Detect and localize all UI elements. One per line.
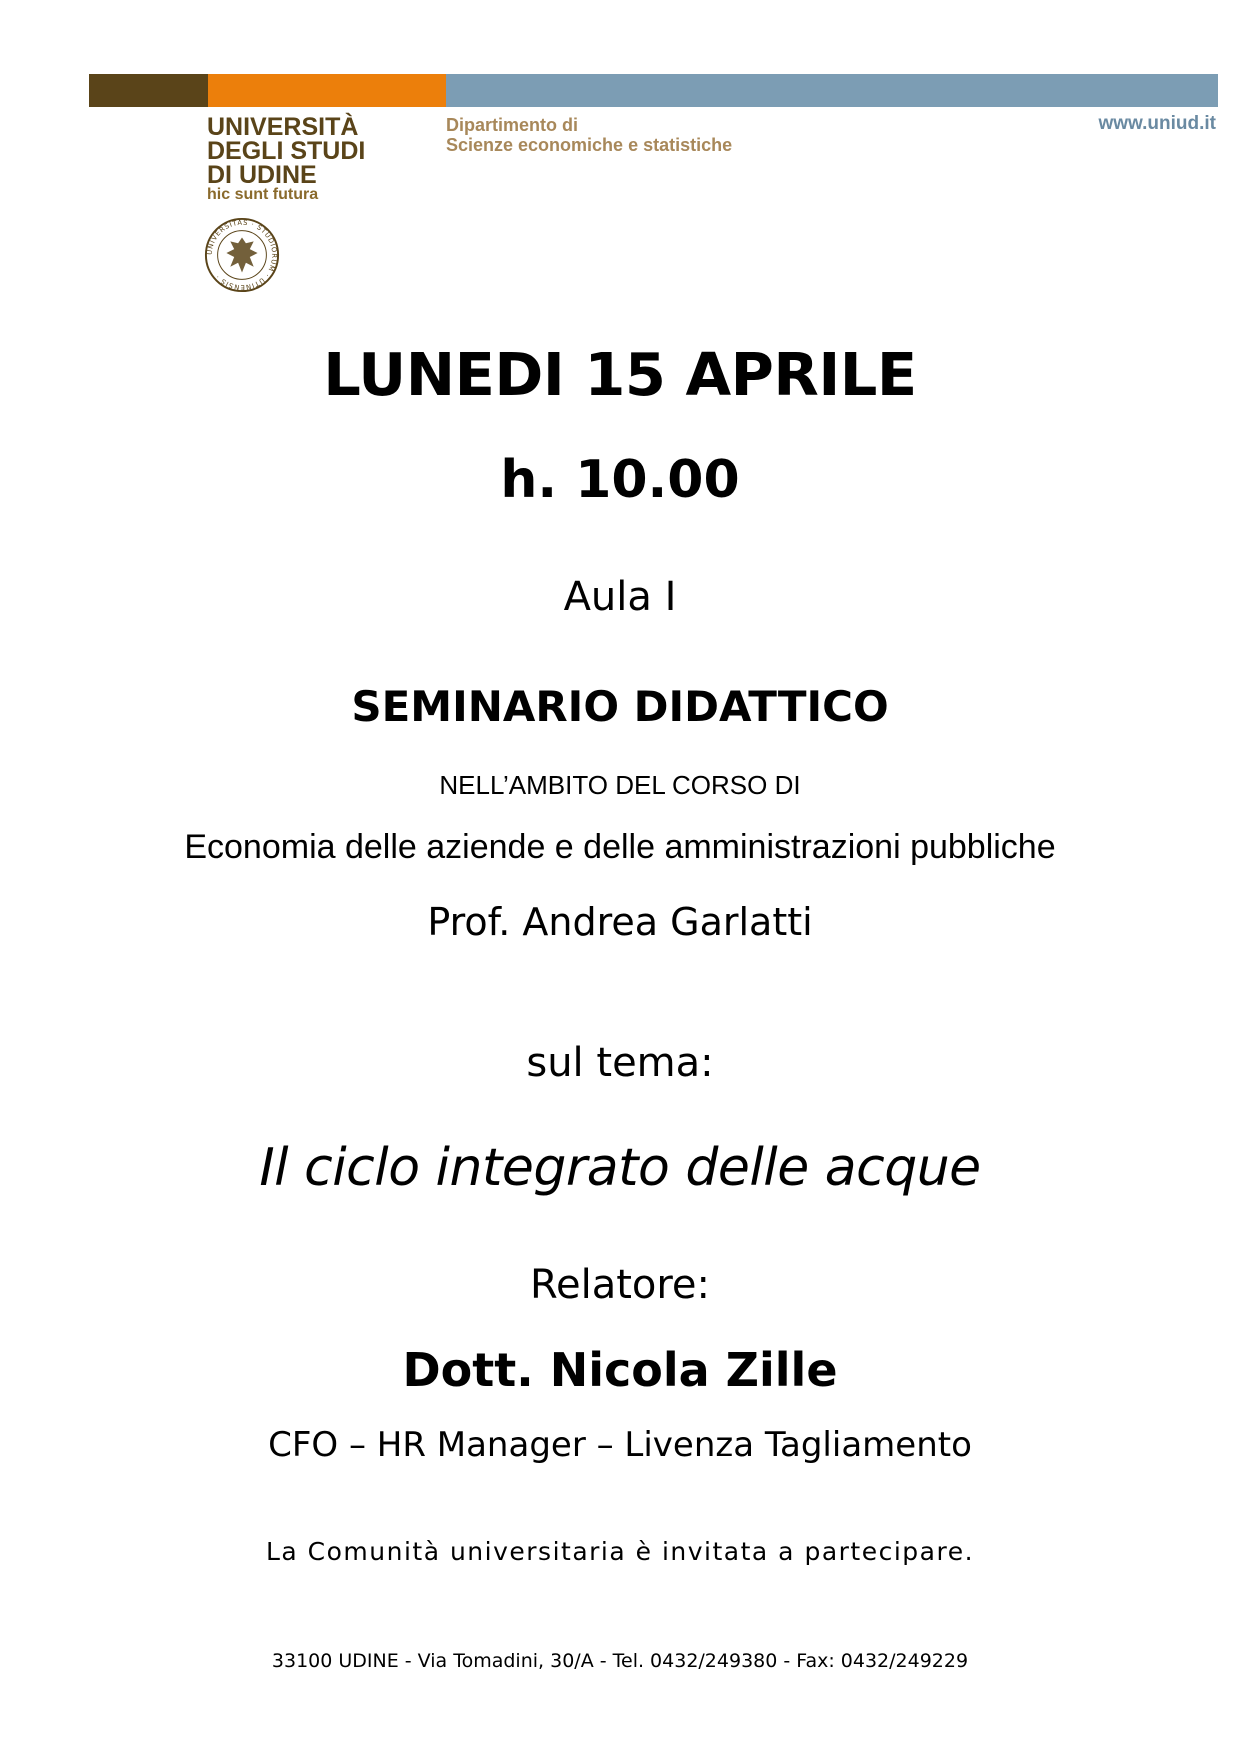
seminar-topic: Il ciclo integrato delle acque — [259, 1138, 981, 1198]
university-motto: hic sunt futura — [207, 186, 319, 203]
event-room: Aula I — [563, 574, 677, 620]
header-band-blue — [446, 74, 1218, 107]
event-date: LUNEDI 15 APRILE — [323, 340, 917, 409]
university-name: UNIVERSITÀ DEGLI STUDI DI UDINE — [207, 113, 366, 189]
footer-address: 33100 UDINE - Via Tomadini, 30/A - Tel. 0432/249380 - Fax: 0432/249229 — [271, 1650, 969, 1672]
event-type: SEMINARIO DIDATTICO — [351, 682, 889, 731]
website-link[interactable]: www.uniud.it — [1098, 113, 1216, 134]
speaker-name: Dott. Nicola Zille — [402, 1343, 838, 1397]
header-band-brown — [89, 74, 208, 107]
event-time: h. 10.00 — [500, 450, 740, 510]
course-name: Economia delle aziende e delle amministrazioni pubbliche — [184, 828, 1056, 866]
university-seal-icon — [203, 216, 281, 294]
topic-label: sul tema: — [526, 1040, 714, 1086]
speaker-role: CFO – HR Manager – Livenza Tagliamento — [268, 1425, 972, 1465]
department-name: Dipartimento di Scienze economiche e statistiche — [446, 115, 733, 155]
professor-name: Prof. Andrea Garlatti — [427, 900, 813, 944]
invitation-text: La Comunità universitaria è invitata a partecipare. — [265, 1537, 975, 1566]
header-band-orange — [208, 74, 446, 107]
speaker-label: Relatore: — [529, 1262, 711, 1308]
course-intro: NELL’AMBITO DEL CORSO DI — [439, 770, 801, 800]
svg-text:UNIVERSITAS · STUDIORUM · UTIN: UNIVERSITAS · STUDIORUM · UTINENSIS · — [205, 218, 279, 292]
